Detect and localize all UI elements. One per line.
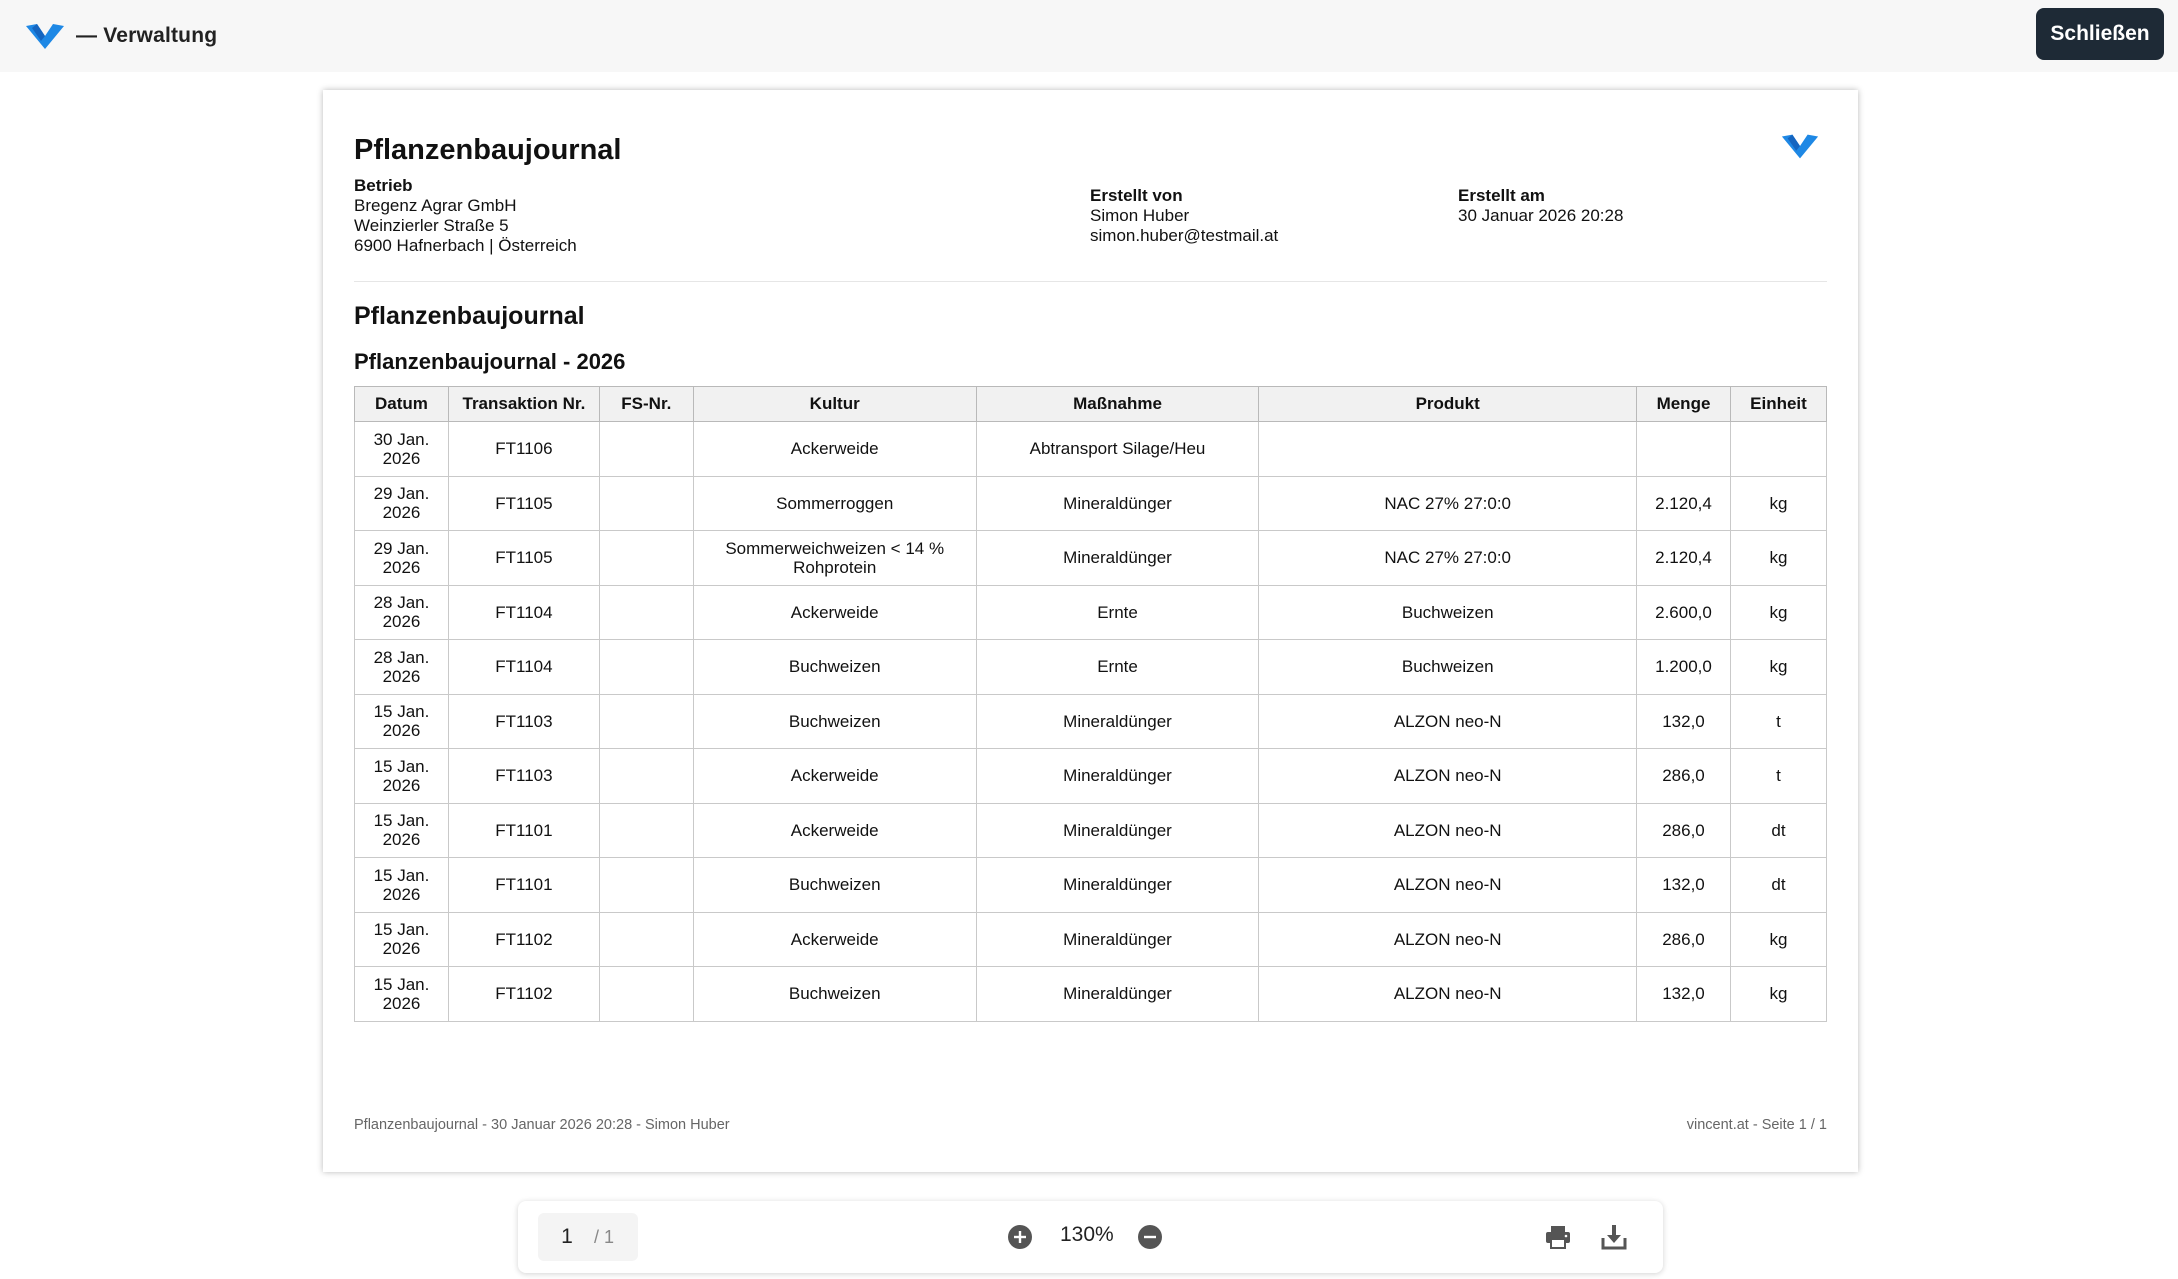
quantity-cell-text: 286,0 <box>1662 929 1705 949</box>
quantity-cell <box>1637 912 1731 967</box>
quantity-cell <box>1637 749 1731 804</box>
company-label: Betrieb <box>354 176 413 195</box>
divider <box>354 281 1827 282</box>
page-navigator <box>538 1213 638 1261</box>
date-cell <box>355 912 449 967</box>
created-info <box>1458 186 1623 226</box>
product-cell-text: Buchweizen <box>1401 657 1494 677</box>
culture-cell-text: Buchweizen <box>788 875 881 895</box>
product-cell <box>1259 585 1637 640</box>
date-cell <box>355 694 449 749</box>
unit-cell <box>1730 694 1826 749</box>
product-cell-text: ALZON neo-N <box>1393 875 1502 895</box>
date-cell-text: 29 Jan. <box>373 538 430 558</box>
zoom-in-icon <box>1008 1225 1032 1249</box>
print-button[interactable] <box>1544 1223 1572 1251</box>
print-icon <box>1544 1223 1572 1251</box>
company-info <box>354 176 577 256</box>
page-total: / 1 <box>594 1226 615 1247</box>
zoom-out-button[interactable] <box>1138 1225 1162 1249</box>
fs-cell <box>599 640 693 695</box>
date-cell-text: 2026 <box>382 448 421 468</box>
quantity-cell-text: 2.120,4 <box>1655 548 1712 568</box>
unit-cell <box>1730 640 1826 695</box>
measure-cell <box>976 912 1259 967</box>
date-cell-text: 2026 <box>382 884 421 904</box>
product-cell <box>1259 531 1637 586</box>
date-cell-text: 29 Jan. <box>373 484 430 504</box>
fs-cell <box>599 531 693 586</box>
logo-icon <box>24 20 66 52</box>
quantity-cell-text: 2.600,0 <box>1655 602 1712 622</box>
date-cell <box>355 640 449 695</box>
culture-cell <box>693 531 976 586</box>
table-row <box>355 640 1827 695</box>
unit-cell <box>1730 585 1826 640</box>
product-cell <box>1259 912 1637 967</box>
transaction-cell <box>448 694 599 749</box>
date-cell-text: 30 Jan. <box>373 429 430 449</box>
transaction-cell <box>448 912 599 967</box>
date-cell-text: 2026 <box>382 775 421 795</box>
date-cell <box>355 585 449 640</box>
measure-cell <box>976 803 1259 858</box>
fs-cell <box>599 694 693 749</box>
transaction-cell-text: FT1106 <box>495 439 553 459</box>
table-row <box>355 803 1827 858</box>
document-title: Pflanzenbaujournal <box>354 134 622 166</box>
date-cell <box>355 803 449 858</box>
measure-cell-text: Mineraldünger <box>1063 766 1172 786</box>
transaction-cell <box>448 967 599 1022</box>
quantity-cell-text: 132,0 <box>1662 711 1705 731</box>
creator-label: Erstellt von <box>1090 186 1183 205</box>
company-city: 6900 Hafnerbach | Österreich <box>354 236 577 255</box>
transaction-cell <box>448 531 599 586</box>
footer-right: vincent.at - Seite 1 / 1 <box>1686 1117 1827 1133</box>
column-header: Datum <box>355 387 449 422</box>
measure-cell <box>976 749 1259 804</box>
measure-cell <box>976 476 1259 531</box>
transaction-cell-text: FT1101 <box>495 875 553 895</box>
fs-cell <box>599 422 693 477</box>
unit-cell-text: kg <box>1769 984 1788 1004</box>
measure-cell <box>976 422 1259 477</box>
unit-cell <box>1730 422 1826 477</box>
column-header: Menge <box>1637 387 1731 422</box>
culture-cell-text: Sommerweichweizen < 14 % <box>725 538 945 558</box>
date-cell-text: 2026 <box>382 830 421 850</box>
quantity-cell <box>1637 422 1731 477</box>
transaction-cell-text: FT1105 <box>495 548 553 568</box>
quantity-cell-text: 132,0 <box>1662 984 1705 1004</box>
table-row <box>355 531 1827 586</box>
date-cell-text: 15 Jan. <box>373 756 430 776</box>
column-header: Kultur <box>693 387 976 422</box>
document-page <box>323 90 1858 1172</box>
date-cell-text: 15 Jan. <box>373 974 430 994</box>
unit-cell <box>1730 803 1826 858</box>
transaction-cell <box>448 749 599 804</box>
unit-cell-text: kg <box>1769 657 1788 677</box>
date-cell-text: 15 Jan. <box>373 865 430 885</box>
table-row <box>355 422 1827 477</box>
unit-cell <box>1730 476 1826 531</box>
measure-cell <box>976 585 1259 640</box>
created-label: Erstellt am <box>1458 186 1545 205</box>
quantity-cell-text: 286,0 <box>1662 766 1705 786</box>
product-cell-text: NAC 27% 27:0:0 <box>1384 548 1512 568</box>
culture-cell <box>693 422 976 477</box>
measure-cell-text: Mineraldünger <box>1063 711 1172 731</box>
top-bar <box>0 0 2178 72</box>
date-cell-text: 15 Jan. <box>373 702 430 722</box>
table-row <box>355 694 1827 749</box>
fs-cell <box>599 967 693 1022</box>
date-cell-text: 2026 <box>382 666 421 686</box>
fs-cell <box>599 858 693 913</box>
culture-cell <box>693 858 976 913</box>
date-cell-text: 2026 <box>382 612 421 632</box>
product-cell-text: ALZON neo-N <box>1393 711 1502 731</box>
zoom-out-icon <box>1138 1225 1162 1249</box>
product-cell-text: NAC 27% 27:0:0 <box>1384 493 1512 513</box>
table-row <box>355 585 1827 640</box>
table-row <box>355 749 1827 804</box>
culture-cell <box>693 912 976 967</box>
download-button[interactable] <box>1600 1223 1628 1251</box>
close-button[interactable]: Schließen <box>2036 8 2164 60</box>
fs-cell <box>599 912 693 967</box>
product-cell <box>1259 803 1637 858</box>
unit-cell-text: kg <box>1769 493 1788 513</box>
measure-cell-text: Mineraldünger <box>1063 493 1172 513</box>
date-cell <box>355 422 449 477</box>
transaction-cell <box>448 803 599 858</box>
transaction-cell <box>448 858 599 913</box>
zoom-in-button[interactable] <box>1008 1225 1032 1249</box>
quantity-cell-text: 132,0 <box>1662 875 1705 895</box>
table-row <box>355 967 1827 1022</box>
culture-cell-text: Buchweizen <box>788 984 881 1004</box>
transaction-cell <box>448 585 599 640</box>
culture-cell <box>693 476 976 531</box>
unit-cell <box>1730 749 1826 804</box>
unit-cell-text: t <box>1776 766 1781 786</box>
product-cell <box>1259 640 1637 695</box>
measure-cell-text: Mineraldünger <box>1063 984 1172 1004</box>
company-street: Weinzierler Straße 5 <box>354 216 509 235</box>
product-cell-text: ALZON neo-N <box>1393 984 1502 1004</box>
product-cell <box>1259 967 1637 1022</box>
date-cell-text: 28 Jan. <box>373 647 430 667</box>
unit-cell-text: kg <box>1769 929 1788 949</box>
quantity-cell-text: 1.200,0 <box>1655 657 1712 677</box>
measure-cell <box>976 640 1259 695</box>
transaction-cell-text: FT1104 <box>495 657 553 677</box>
transaction-cell-text: FT1103 <box>495 766 553 786</box>
culture-cell-text: Buchweizen <box>788 657 881 677</box>
culture-cell-text: Sommerroggen <box>776 493 894 513</box>
quantity-cell <box>1637 585 1731 640</box>
measure-cell-text: Ernte <box>1097 602 1138 622</box>
fs-cell <box>599 585 693 640</box>
culture-cell-text: Ackerweide <box>790 820 879 840</box>
date-cell <box>355 531 449 586</box>
date-cell-text: 2026 <box>382 721 421 741</box>
culture-cell <box>693 640 976 695</box>
unit-cell-text: dt <box>1771 820 1786 840</box>
transaction-cell-text: FT1101 <box>495 820 553 840</box>
column-header: Einheit <box>1730 387 1826 422</box>
transaction-cell-text: FT1103 <box>495 711 553 731</box>
date-cell <box>355 749 449 804</box>
table-row <box>355 912 1827 967</box>
culture-cell-text: Ackerweide <box>790 929 879 949</box>
date-cell-text: 15 Jan. <box>373 811 430 831</box>
company-name: Bregenz Agrar GmbH <box>354 196 517 215</box>
quantity-cell <box>1637 476 1731 531</box>
product-cell <box>1259 476 1637 531</box>
product-cell <box>1259 694 1637 749</box>
table-row <box>355 858 1827 913</box>
column-header: FS-Nr. <box>599 387 693 422</box>
culture-cell-text: Buchweizen <box>788 711 881 731</box>
culture-cell-text: Ackerweide <box>790 602 879 622</box>
date-cell-text: 2026 <box>382 939 421 959</box>
creator-name: Simon Huber <box>1090 206 1190 225</box>
date-cell-text: 2026 <box>382 503 421 523</box>
quantity-cell <box>1637 694 1731 749</box>
quantity-cell <box>1637 640 1731 695</box>
culture-cell-text: Ackerweide <box>790 766 879 786</box>
page-input[interactable] <box>544 1225 590 1249</box>
viewer-toolbar <box>518 1201 1663 1273</box>
product-cell-text: Buchweizen <box>1401 602 1494 622</box>
date-cell <box>355 858 449 913</box>
measure-cell-text: Ernte <box>1097 657 1138 677</box>
product-cell-text: ALZON neo-N <box>1393 820 1502 840</box>
transaction-cell-text: FT1104 <box>495 602 553 622</box>
quantity-cell <box>1637 803 1731 858</box>
measure-cell <box>976 531 1259 586</box>
unit-cell-text: dt <box>1771 875 1786 895</box>
culture-cell <box>693 749 976 804</box>
transaction-cell <box>448 476 599 531</box>
transaction-cell-text: FT1105 <box>495 493 553 513</box>
transaction-cell-text: FT1102 <box>495 984 553 1004</box>
quantity-cell <box>1637 858 1731 913</box>
fs-cell <box>599 749 693 804</box>
journal-table <box>354 386 1827 1022</box>
date-cell-text: 15 Jan. <box>373 920 430 940</box>
table-row <box>355 476 1827 531</box>
table-body <box>355 422 1827 1022</box>
date-cell <box>355 476 449 531</box>
document-logo-icon <box>1780 130 1820 162</box>
download-icon <box>1600 1223 1628 1251</box>
zoom-level: 130% <box>1060 1223 1114 1246</box>
date-cell-text: 2026 <box>382 993 421 1013</box>
quantity-cell-text: 2.120,4 <box>1655 493 1712 513</box>
product-cell <box>1259 749 1637 804</box>
date-cell-text: 2026 <box>382 557 421 577</box>
measure-cell <box>976 967 1259 1022</box>
quantity-cell <box>1637 531 1731 586</box>
unit-cell <box>1730 858 1826 913</box>
quantity-cell-text: 286,0 <box>1662 820 1705 840</box>
measure-cell <box>976 858 1259 913</box>
unit-cell <box>1730 531 1826 586</box>
fs-cell <box>599 476 693 531</box>
culture-cell-text: Rohprotein <box>793 557 877 577</box>
measure-cell-text: Mineraldünger <box>1063 548 1172 568</box>
product-cell-text: ALZON neo-N <box>1393 766 1502 786</box>
culture-cell <box>693 694 976 749</box>
date-cell <box>355 967 449 1022</box>
unit-cell-text: kg <box>1769 548 1788 568</box>
column-header: Transaktion Nr. <box>448 387 599 422</box>
creator-email: simon.huber@testmail.at <box>1090 226 1279 245</box>
transaction-cell-text: FT1102 <box>495 929 553 949</box>
culture-cell <box>693 803 976 858</box>
app-name: — Verwaltung <box>76 24 218 47</box>
product-cell <box>1259 422 1637 477</box>
measure-cell <box>976 694 1259 749</box>
fs-cell <box>599 803 693 858</box>
quantity-cell <box>1637 967 1731 1022</box>
unit-cell-text: kg <box>1769 602 1788 622</box>
culture-cell-text: Ackerweide <box>790 439 879 459</box>
transaction-cell <box>448 422 599 477</box>
column-header: Maßnahme <box>976 387 1259 422</box>
product-cell-text: ALZON neo-N <box>1393 929 1502 949</box>
brand[interactable] <box>24 20 217 52</box>
pdf-viewer[interactable] <box>0 72 2178 1279</box>
column-header: Produkt <box>1259 387 1637 422</box>
transaction-cell <box>448 640 599 695</box>
table-header-row <box>355 387 1827 422</box>
measure-cell-text: Mineraldünger <box>1063 929 1172 949</box>
measure-cell-text: Mineraldünger <box>1063 875 1172 895</box>
culture-cell <box>693 967 976 1022</box>
created-date: 30 Januar 2026 20:28 <box>1458 206 1624 225</box>
unit-cell-text: t <box>1776 711 1781 731</box>
date-cell-text: 28 Jan. <box>373 593 430 613</box>
culture-cell <box>693 585 976 640</box>
unit-cell <box>1730 967 1826 1022</box>
measure-cell-text: Mineraldünger <box>1063 820 1172 840</box>
table-title: Pflanzenbaujournal - 2026 <box>354 349 626 374</box>
creator-info <box>1090 186 1278 246</box>
product-cell <box>1259 858 1637 913</box>
section-title: Pflanzenbaujournal <box>354 302 585 330</box>
unit-cell <box>1730 912 1826 967</box>
footer-left: Pflanzenbaujournal - 30 Januar 2026 20:28 - Simon Huber <box>354 1117 730 1133</box>
measure-cell-text: Abtransport Silage/Heu <box>1029 439 1206 459</box>
